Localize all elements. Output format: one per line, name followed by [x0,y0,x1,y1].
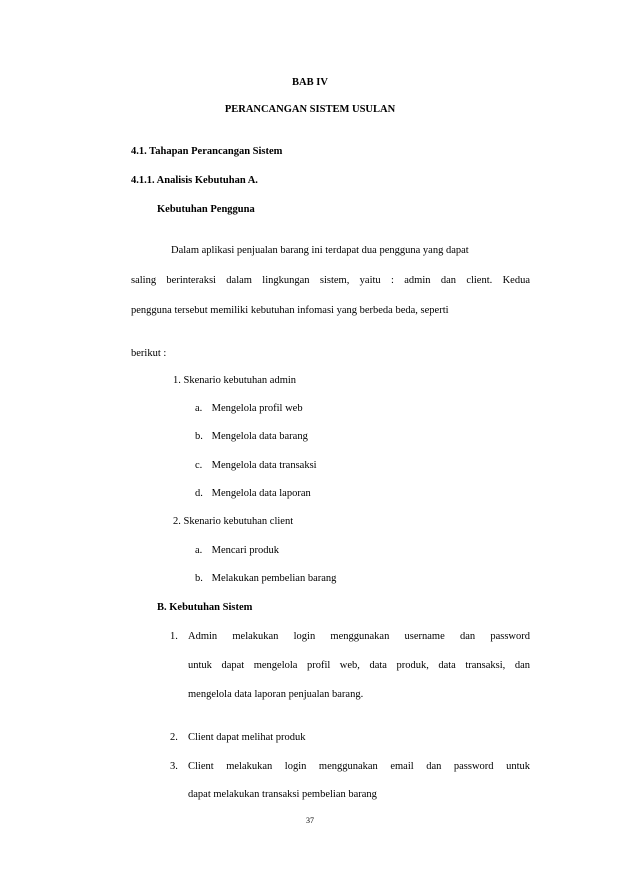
system-need-line: Client dapat melihat produk [188,732,306,743]
list-item [195,489,311,500]
subheading-user-needs: Kebutuhan Pengguna [157,204,255,215]
client-scenario-label: 2. Skenario kebutuhan client [173,516,294,527]
paragraph-line: berikut : [131,348,167,359]
list-item [195,432,308,443]
system-need-line: dapat melakukan transaksi pembelian barang [188,789,377,800]
list-marker: c. [195,460,203,471]
paragraph-line: saling berinteraksi dalam lingkungan sistem, yaitu : admin dan client. Kedua [131,275,530,286]
list-item [195,404,303,415]
list-item [195,546,279,557]
section-heading: 4.1. Tahapan Perancangan Sistem [131,146,283,157]
paragraph-line: pengguna tersebut memiliki kebutuhan infomasi yang berbeda beda, seperti [131,305,449,316]
list-item-text: Mengelola data barang [211,431,308,442]
list-item-text: Mengelola data transaksi [211,460,317,471]
list-item-text: Mencari produk [211,545,279,556]
list-marker: a. [195,545,203,556]
chapter-title: PERANCANGAN SISTEM USULAN [224,104,396,115]
system-need-line: mengelola data laporan penjualan barang. [188,689,364,700]
page-number: 37 [306,816,314,825]
system-need-line: Client melakukan login menggunakan email dan password untuk [188,761,530,772]
list-marker: 2. [170,732,178,743]
chapter-number: BAB IV [292,77,328,88]
list-item-text: Mengelola profil web [211,403,303,414]
list-item-text: Melakukan pembelian barang [211,573,337,584]
list-marker: 3. [170,761,178,772]
list-item-text: Mengelola data laporan [211,488,311,499]
list-item [195,461,317,472]
list-marker: b. [195,431,203,442]
list-marker: 1. [170,631,178,642]
list-marker: a. [195,403,203,414]
system-need-line: untuk dapat mengelola profil web, data produk, data transaksi, dan [188,660,530,671]
list-marker: b. [195,573,203,584]
paragraph-line: Dalam aplikasi penjualan barang ini terdapat dua pengguna yang dapat [171,245,469,256]
admin-scenario-label: 1. Skenario kebutuhan admin [173,375,297,386]
list-marker: d. [195,488,203,499]
subheading-system-needs: B. Kebutuhan Sistem [157,602,253,613]
subsection-heading: 4.1.1. Analisis Kebutuhan A. [131,175,258,186]
system-need-line: Admin melakukan login menggunakan username dan password [188,631,530,642]
list-item [195,574,336,585]
